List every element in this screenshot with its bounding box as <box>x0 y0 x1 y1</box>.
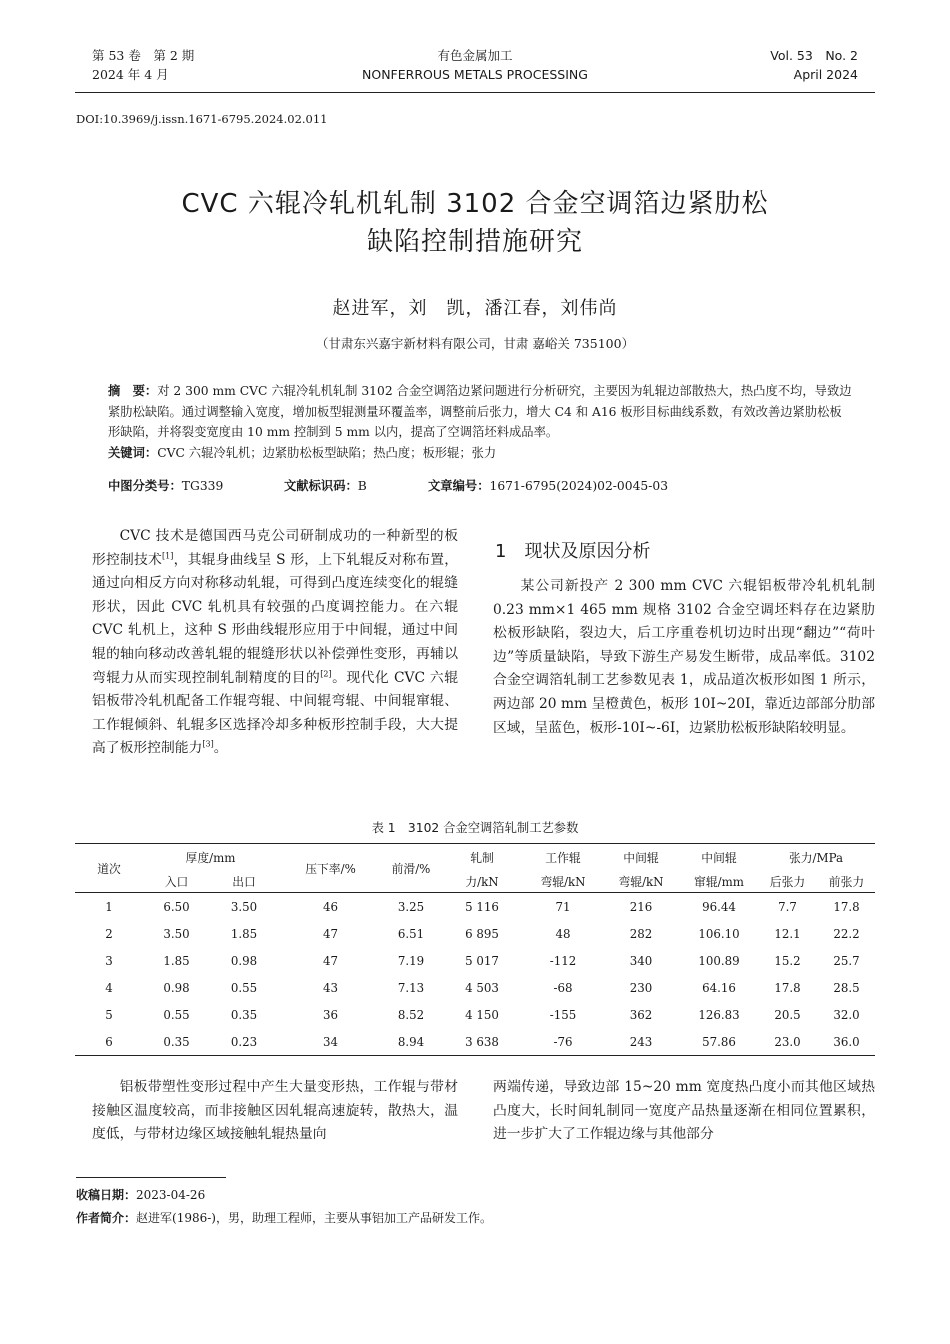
cell: 0.55 <box>230 980 258 995</box>
title-line-2: 缺陷控制措施研究 <box>366 227 583 257</box>
cell: 43 <box>322 980 338 995</box>
keywords <box>108 443 854 464</box>
header-exit: 出口 <box>232 874 256 889</box>
cell: 23.0 <box>774 1034 801 1049</box>
header-reduction: 压下率/% <box>305 861 356 876</box>
intro-text-a: CVC 技术是德国西马克公司研制成功的一种新型的板形控制技术 <box>92 528 458 568</box>
document-code <box>284 476 367 494</box>
cell: 15.2 <box>774 953 801 968</box>
cell: -76 <box>553 1034 573 1049</box>
cell: 8.94 <box>397 1034 425 1049</box>
clc-value: TG339 <box>181 479 224 493</box>
cell: 8.52 <box>397 1007 425 1022</box>
cell: 5 017 <box>465 953 499 968</box>
table-row <box>75 920 875 947</box>
cell: 3 <box>105 953 113 968</box>
footnote-rule <box>76 1177 226 1178</box>
header-front-tension: 前张力 <box>828 874 865 889</box>
cell: 0.35 <box>230 1007 258 1022</box>
doc-code-label: 文献标识码： <box>284 478 358 493</box>
table-row <box>75 1028 875 1056</box>
cell: 1.85 <box>230 926 258 941</box>
cell: 96.44 <box>702 899 736 914</box>
cell: 6.51 <box>397 926 425 941</box>
cell: 12.1 <box>774 926 801 941</box>
cell: -68 <box>553 980 573 995</box>
cell: 5 116 <box>465 899 499 914</box>
journal-name-en: NONFERROUS METALS PROCESSING <box>362 67 588 82</box>
cell: 47 <box>322 926 338 941</box>
cell: 47 <box>322 953 338 968</box>
title-line-1: CVC 六辊冷轧机轧制 3102 合金空调箔边紧肋松 <box>181 189 769 219</box>
header-entry: 入口 <box>164 874 189 889</box>
table-row <box>75 974 875 1001</box>
author-bio-value: 赵进军(1986-)，男，助理工程师，主要从事铝加工产品研发工作。 <box>136 1211 492 1225</box>
article-no-value: 1671-6795(2024)02-0045-03 <box>489 479 669 493</box>
author-bio <box>76 1208 492 1228</box>
header-rolling-force-1: 轧制 <box>470 850 494 865</box>
cell: 25.7 <box>833 953 860 968</box>
cell: 22.2 <box>833 926 860 941</box>
header-inter-roll-2: 弯辊/kN <box>618 874 664 889</box>
cell: 216 <box>629 899 653 914</box>
cell: 243 <box>629 1034 653 1049</box>
journal-volume-issue <box>92 46 194 84</box>
cell: 32.0 <box>833 1007 860 1022</box>
cell: 0.98 <box>163 980 190 995</box>
cell: 230 <box>629 980 653 995</box>
journal-name-cn: 有色金属加工 <box>437 48 513 63</box>
cell: 7.13 <box>397 980 425 995</box>
issue-date-en: April 2024 <box>793 67 858 82</box>
header-forward-slip: 前滑/% <box>391 861 431 876</box>
journal-volume-issue-en <box>770 46 858 84</box>
table-row <box>75 947 875 974</box>
received-value: 2023-04-26 <box>136 1188 206 1202</box>
citation-1: [1] <box>162 551 174 560</box>
cell: 4 150 <box>465 1007 499 1022</box>
cell: 46 <box>322 899 338 914</box>
cell: 4 <box>105 980 113 995</box>
header-pass: 道次 <box>97 861 121 876</box>
intro-paragraph <box>92 525 458 761</box>
continuation-right: 两端传递，导致边部 15~20 mm 宽度热凸度小而其他区域热凸度大，长时间轧制同一宽度产品热量逐渐在相同位置累积，进一步扩大了工作辊边缘与其他部分 <box>493 1079 875 1143</box>
cell: -155 <box>549 1007 577 1022</box>
cell: 36 <box>322 1007 338 1022</box>
cell: 2 <box>105 926 113 941</box>
header-back-tension: 后张力 <box>769 874 806 889</box>
author-bio-label: 作者简介： <box>76 1211 137 1225</box>
cell: 28.5 <box>833 980 860 995</box>
cell: 7.7 <box>778 899 797 914</box>
section-heading: 1 现状及原因分析 <box>495 541 651 562</box>
doi: DOI:10.3969/j.issn.1671-6795.2024.02.011 <box>76 112 328 126</box>
abstract <box>108 381 854 463</box>
header-rolling-force-2: 力/kN <box>465 874 499 889</box>
cell: 20.5 <box>774 1007 801 1022</box>
header-tension: 张力/MPa <box>788 850 844 865</box>
header-work-roll-2: 弯辊/kN <box>540 874 586 889</box>
citation-2: [2] <box>320 668 332 678</box>
cell: 5 <box>105 1007 113 1022</box>
header-thickness: 厚度/mm <box>185 850 236 865</box>
cell: 36.0 <box>833 1034 860 1049</box>
cell: 71 <box>555 899 571 914</box>
citation-3: [3] <box>202 739 214 749</box>
cell: 4 503 <box>465 980 499 995</box>
cell: 362 <box>629 1007 653 1022</box>
intro-text-d: 。 <box>213 740 228 757</box>
journal-name <box>300 46 650 84</box>
header-shift-2: 窜辊/mm <box>694 874 744 889</box>
intro-text-c: 。现代化 CVC 六辊铝板带冷轧机配备工作辊弯辊、中间辊弯辊、中间辊窜辊、工作辊倾斜、轧辊多区选择冷却多种板形控制手段，大大提高了板形控制能力 <box>92 669 458 757</box>
article-no-label: 文章编号： <box>428 478 490 493</box>
clc-number <box>108 476 223 494</box>
cell: 0.55 <box>163 1007 190 1022</box>
table-subheader-row <box>75 870 875 893</box>
keywords-text: CVC 六辊冷轧机；边紧肋松板型缺陷；热凸度；板形辊；张力 <box>157 445 497 460</box>
cell: 3.50 <box>163 926 190 941</box>
cell: 48 <box>555 926 571 941</box>
cell: 106.10 <box>698 926 740 941</box>
cell: 34 <box>322 1034 338 1049</box>
clc-label: 中图分类号： <box>108 478 182 493</box>
issue-date: 2024 年 4 月 <box>92 67 169 82</box>
received-date <box>76 1185 205 1205</box>
volume-issue-en: Vol. 53 No. 2 <box>770 48 858 63</box>
volume-issue: 第 53 卷 第 2 期 <box>92 48 195 63</box>
header-shift-1: 中间辊 <box>701 850 737 865</box>
cell: 100.89 <box>698 953 740 968</box>
table-header-row <box>75 844 875 871</box>
cell: 3.50 <box>230 899 258 914</box>
header-inter-roll-1: 中间辊 <box>623 850 659 865</box>
cell: 0.98 <box>230 953 258 968</box>
cell: 6 <box>105 1034 113 1049</box>
section1-paragraph: 某公司新投产 2 300 mm CVC 六辊铝板带冷轧机轧制 0.23 mm×1 465 mm 规格 3102 合金空调坯料存在边紧肋松板形缺陷，裂边大，后工序重卷机切边时出现“翻边”“荷叶边”等质量缺陷，导致下游生产易发生断带，成品率低。3102 合金空调箔轧制工艺参数见表 1，成品道次板形如图 1 所示，两边部 20 mm 呈橙黄色，板形 10I~20I，靠近边部部分肋部区域，呈蓝色，板形-10I~-6I，边紧肋松板形缺陷较明显。 <box>493 578 875 736</box>
cell: 340 <box>629 953 653 968</box>
cell: 6 895 <box>465 926 499 941</box>
continuation-left: 铝板带塑性变形过程中产生大量变形热，工作辊与带材接触区温度较高，而非接触区因轧辊高速旋转，散热大，温度低，与带材边缘区域接触轧辊热量向 <box>92 1079 458 1143</box>
table-row <box>75 1001 875 1028</box>
abstract-label: 摘 要： <box>108 383 158 398</box>
cell: 7.19 <box>397 953 425 968</box>
received-label: 收稿日期： <box>76 1188 137 1202</box>
table-caption: 表 1 3102 合金空调箔轧制工艺参数 <box>371 821 579 835</box>
cell: 17.8 <box>774 980 801 995</box>
cell: 3.25 <box>397 899 425 914</box>
cell: 64.16 <box>702 980 736 995</box>
cell: 3 638 <box>465 1034 499 1049</box>
article-number <box>428 476 668 494</box>
cell: 0.23 <box>230 1034 258 1049</box>
table-row <box>75 893 875 921</box>
doc-code-value: B <box>357 479 367 493</box>
keywords-label: 关键词： <box>108 444 158 460</box>
abstract-text: 对 2 300 mm CVC 六辊冷轧机轧制 3102 合金空调箔边紧问题进行分析研究，主要因为轧辊边部散热大，热凸度不均，导致边紧肋松缺陷。通过调整输入宽度，增加板型辊测量环覆盖率，调整前后张力，增大 C4 和 A16 板形目标曲线系数，有效改善边紧肋松板形缺陷，并将裂变宽度由 10 mm 控制到 5 mm 以内，提高了空调箔坯料成品率。 <box>108 384 852 439</box>
cell: 17.8 <box>833 899 860 914</box>
cell: 1 <box>105 899 113 914</box>
affiliation: （甘肃东兴嘉宇新材料有限公司，甘肃 嘉峪关 735100） <box>315 336 635 351</box>
header-work-roll-1: 工作辊 <box>545 850 581 865</box>
abstract-paragraph <box>108 381 854 443</box>
cell: 0.35 <box>163 1034 190 1049</box>
cell: 282 <box>629 926 653 941</box>
process-parameter-table <box>75 843 875 1056</box>
cell: 57.86 <box>702 1034 736 1049</box>
cell: 126.83 <box>698 1007 740 1022</box>
cell: -112 <box>549 953 577 968</box>
authors: 赵进军，刘 凯，潘江春，刘伟尚 <box>332 298 618 319</box>
header-rule <box>75 92 875 93</box>
intro-text-b: ，其辊身曲线呈 S 形，上下轧辊反对称布置，通过向相反方向对称移动轧辊，可得到凸度连续变化的辊缝形状，因此 CVC 轧机具有较强的凸度调控能力。在六辊 CVC 轧机上，这种 S 形曲线辊形应用于中间辊，通过中间辊的轴向移动改善轧辊的辊缝形状以补偿弹性变形，再辅以弯辊力从而实现控制轧制精度的目的 <box>92 551 459 686</box>
cell: 6.50 <box>163 899 190 914</box>
cell: 1.85 <box>163 953 190 968</box>
paper-title <box>80 185 870 261</box>
